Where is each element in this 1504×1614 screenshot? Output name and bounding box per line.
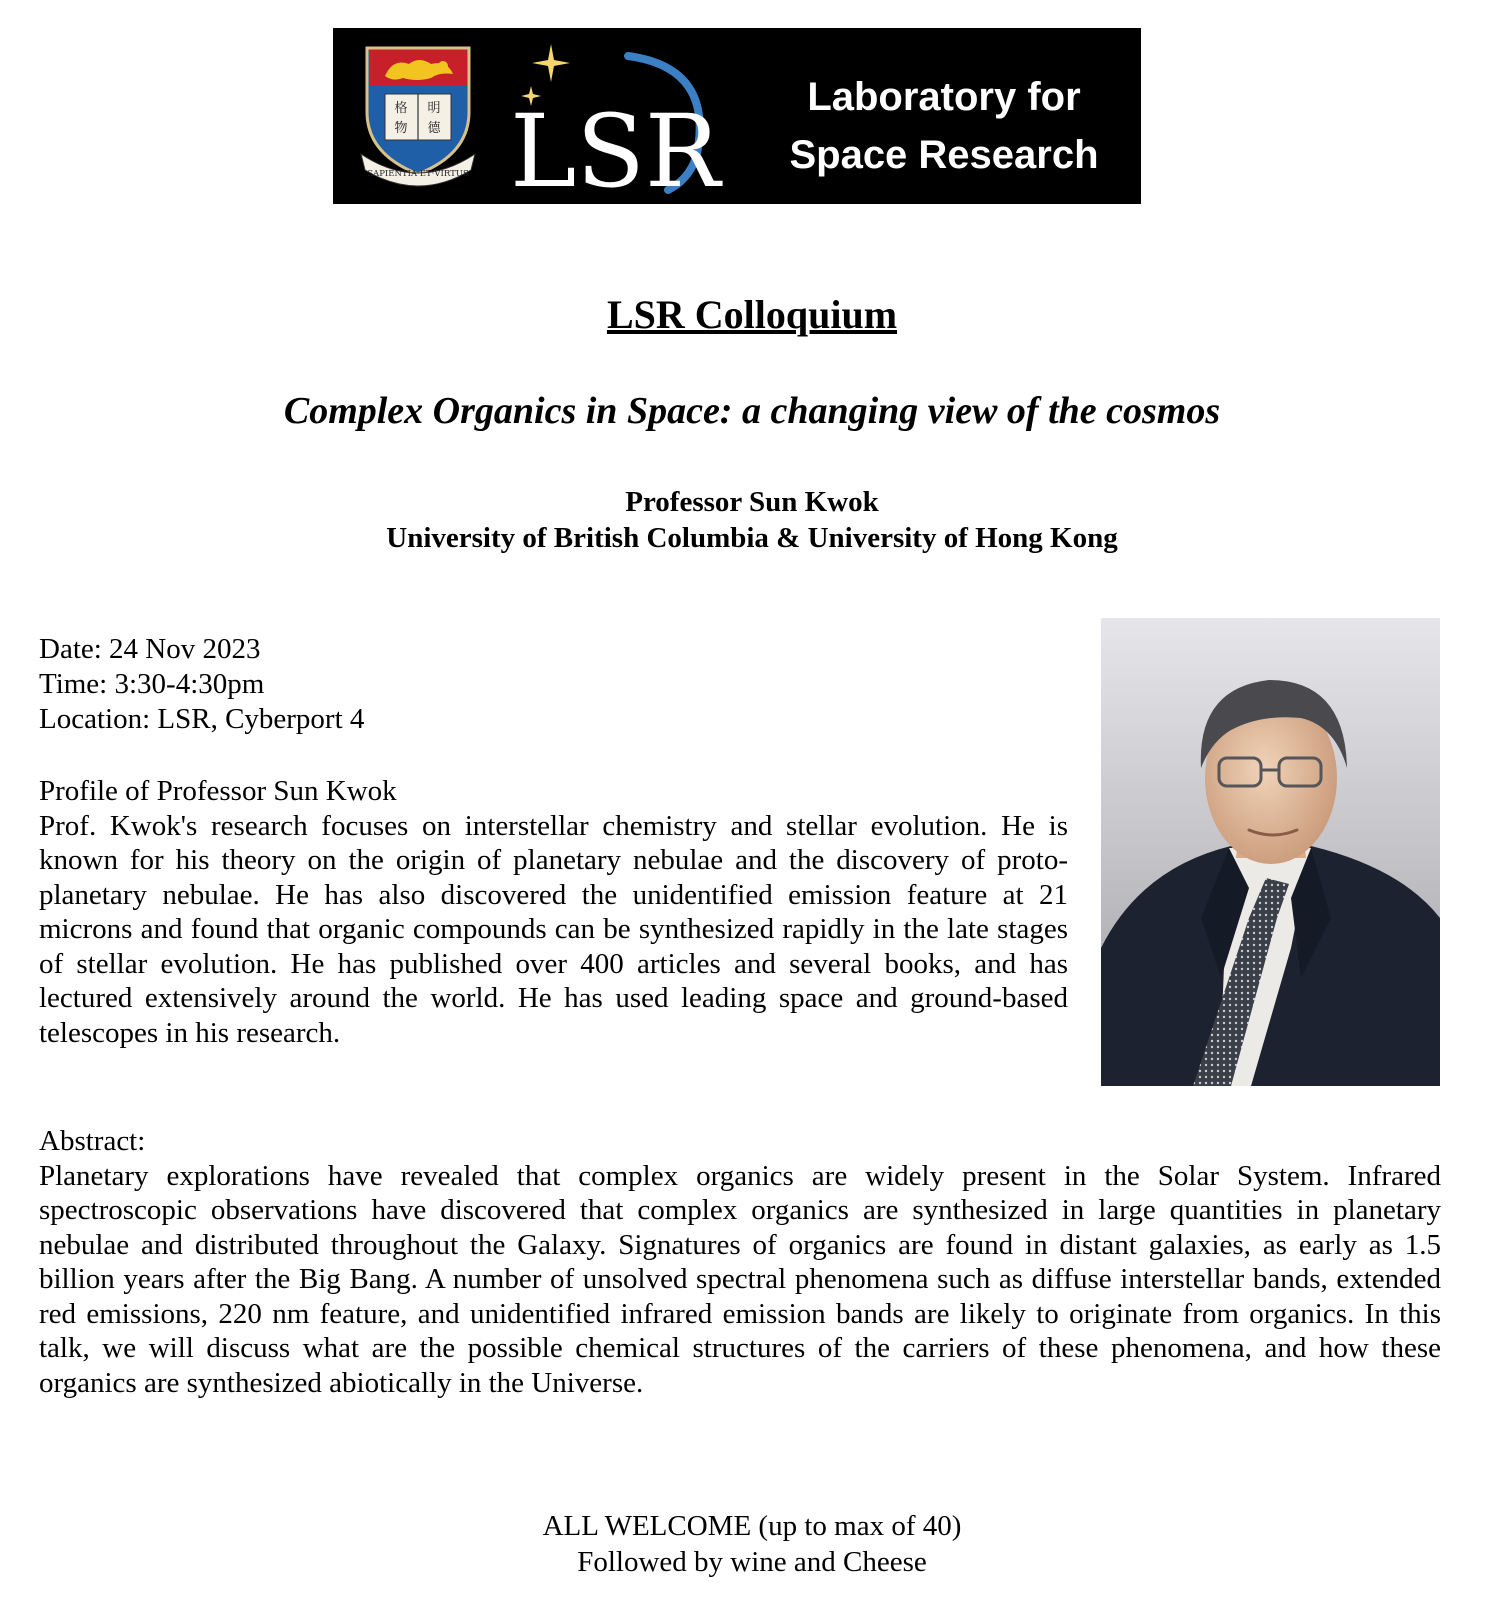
event-details [39, 632, 364, 737]
svg-text:物: 物 [394, 121, 408, 136]
lab-name [769, 68, 1119, 184]
lsr-logo [508, 38, 728, 198]
abstract-body: Planetary explorations have revealed that complex organics are widely present in the Solar System. Infrared spectroscopic observations have discovered that complex organics are synthesized in large quantities in planetary nebulae and distributed throughout the Galaxy. Signatures of organics are found in distant galaxies, as early as 1.5 billion years after the Big Bang. A number of unsolved spectral phenomena such as diffuse interstellar bands, extended red emissions, 220 nm feature, and unidentified infrared emission bands are likely to originate from organics. In this talk, we will discuss what are the possible chemical structures of the carriers of these phenomena, and how these organics are synthesized abiotically in the Universe. [39, 1159, 1441, 1399]
profile-heading: Profile of Professor Sun Kwok [39, 775, 397, 807]
abstract-heading: Abstract: [39, 1125, 146, 1157]
speaker-affiliation: University of British Columbia & University of Hong Kong [386, 522, 1118, 554]
speaker-name: Professor Sun Kwok [625, 486, 879, 518]
abstract [39, 1124, 1441, 1400]
svg-text:格: 格 [394, 101, 408, 116]
svg-text:德: 德 [427, 121, 441, 136]
event-time: Time: 3:30-4:30pm [39, 668, 265, 700]
colloquium-title: LSR Colloquium [606, 292, 898, 337]
event-date: Date: 24 Nov 2023 [39, 633, 261, 665]
speaker-photo [1101, 618, 1440, 1086]
reception-note: Followed by wine and Cheese [577, 1546, 927, 1578]
welcome-note: ALL WELCOME (up to max of 40) [542, 1510, 962, 1542]
header-banner [333, 28, 1141, 204]
profile-body: Prof. Kwok's research focuses on interstellar chemistry and stellar evolution. He is known for his theory on the origin of planetary nebulae and the discovery of proto-planetary nebulae. He has also discovered the unidentified emission feature at 21 microns and found that organic compounds can be synthesized rapidly in the late stages of stellar evolution. He has published over 400 articles and several books, and has lectured extensively around the world. He has used leading space and ground-based telescopes in his research. [39, 809, 1068, 1049]
svg-text:LSR: LSR [510, 93, 721, 198]
university-crest-logo [359, 42, 477, 190]
lab-name-line1: Laboratory for [807, 75, 1081, 119]
talk-title: Complex Organics in Space: a changing view of the cosmos [283, 390, 1221, 432]
svg-text:明: 明 [427, 101, 441, 116]
svg-text:SAPIENTIA·ET·VIRTUS: SAPIENTIA·ET·VIRTUS [367, 169, 469, 179]
event-location: Location: LSR, Cyberport 4 [39, 703, 365, 735]
lab-name-line2: Space Research [789, 133, 1099, 177]
speaker-profile [39, 774, 1068, 1050]
